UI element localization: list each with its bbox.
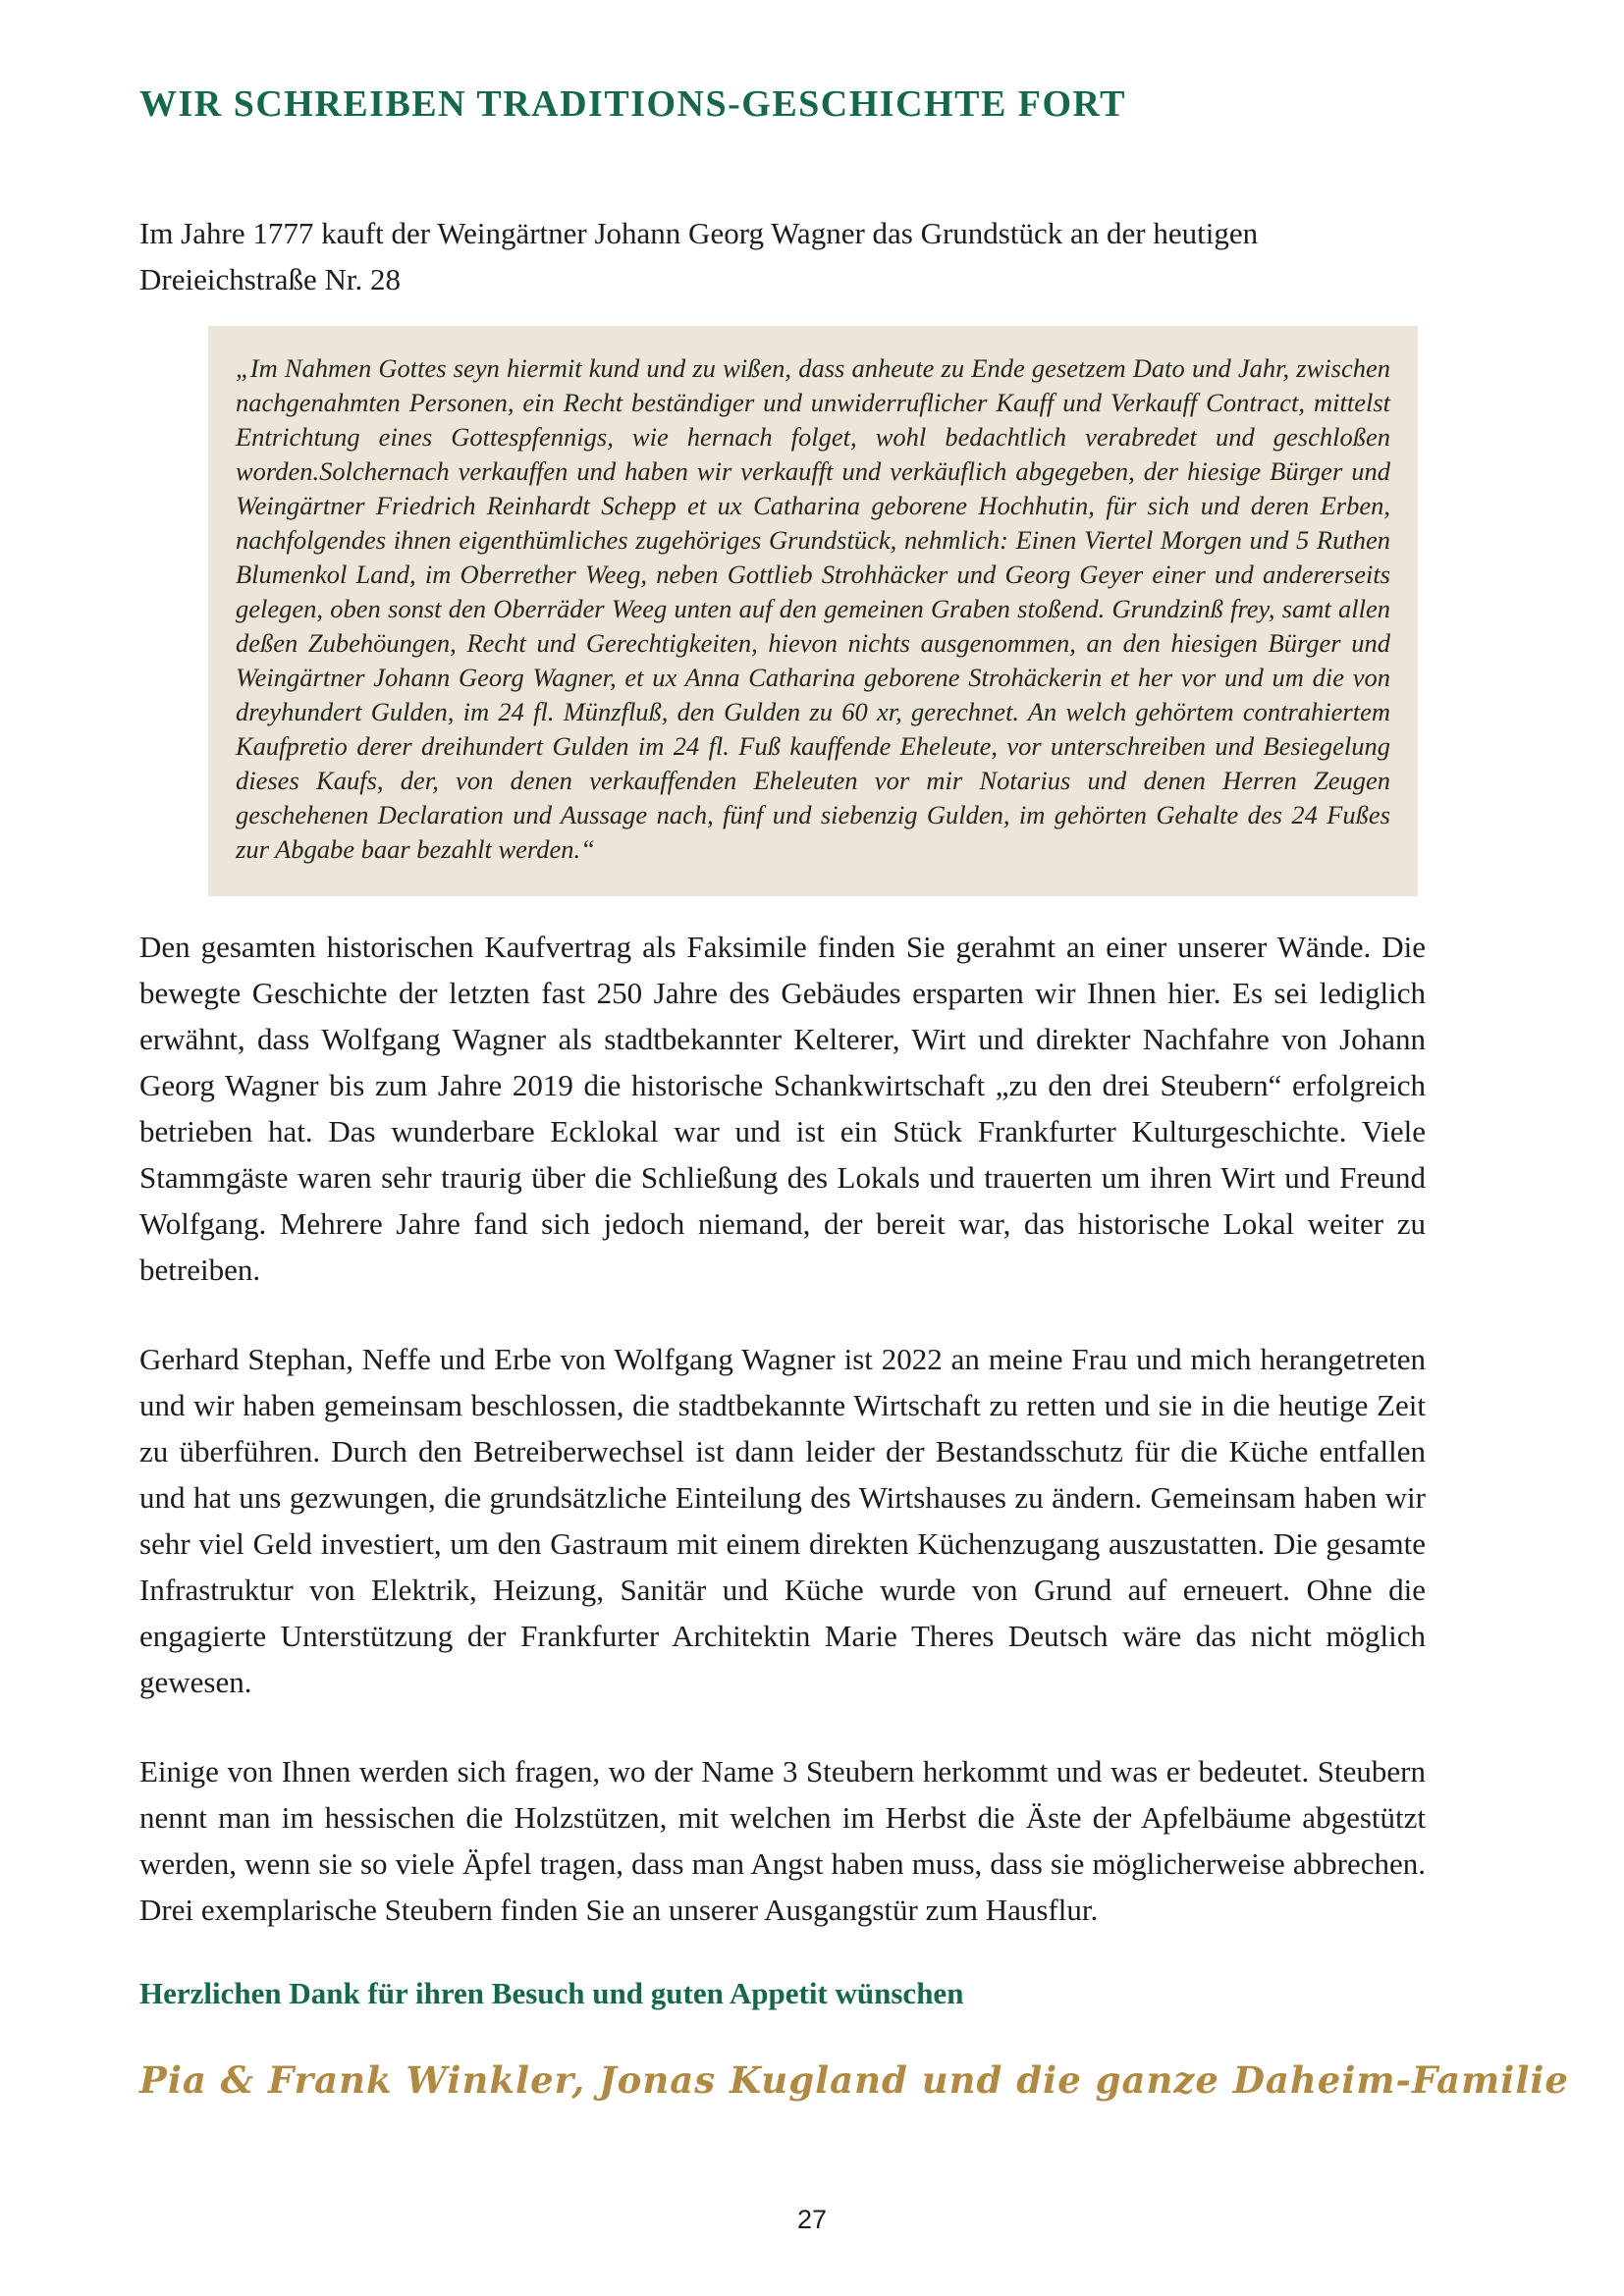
signature-line: Pia & Frank Winkler, Jonas Kugland und die ganze Daheim-Familie: [139, 2058, 1569, 2102]
body-paragraph-renovation: Gerhard Stephan, Neffe und Erbe von Wolfgang Wagner ist 2022 an meine Frau und mich herangetreten und wir haben gemeinsam beschlossen, die stadtbekannte Wirtschaft zu retten und sie in die heutige Zeit zu überführen. Durch den Betreiberwechsel ist dann leider der Bestandsschutz für die Küche entfallen und hat uns gezwungen, die grundsätzliche Einteilung des Wirtshauses zu ändern. Gemeinsam haben wir sehr viel Geld investiert, um den Gastraum mit einem direkten Küchenzugang auszustatten. Die gesamte Infrastruktur von Elektrik, Heizung, Sanitär und Küche wurde von Grund auf erneuert. Ohne die engagierte Unterstützung der Frankfurter Architektin Marie Theres Deutsch wäre das nicht möglich gewesen.: [139, 1342, 1426, 1699]
body-paragraph-history: Den gesamten historischen Kaufvertrag als Faksimile finden Sie gerahmt an einer unserer Wände. Die bewegte Geschichte der letzten fast 250 Jahre des Gebäudes ersparten wir Ihnen hier. Es sei lediglich erwähnt, dass Wolfgang Wagner als stadtbekannter Kelterer, Wirt und direkter Nachfahre von Johann Georg Wagner bis zum Jahre 2019 die historische Schankwirtschaft „zu den drei Steubern“ erfolgreich betrieben hat. Das wunderbare Ecklokal war und ist ein Stück Frankfurter Kulturgeschichte. Viele Stammgäste waren sehr traurig über die Schließung des Lokals und trauerten um ihren Wirt und Freund Wolfgang. Mehrere Jahre fand sich jedoch niemand, der bereit war, das historische Lokal weiter zu betreiben.: [139, 930, 1426, 1287]
historical-quote-text: „Im Nahmen Gottes seyn hiermit kund und zu wißen, dass anheute zu Ende gesetzem Dato und Jahr, zwischen nachgenahmten Personen, ein Recht beständiger und unwiderruflicher Kauff und Verkauff Contract, mittelst Entrichtung eines Gottespfennigs, wie hernach folget, wohl bedachtlich verabredet und geschloßen worden.Solchernach verkauffen und haben wir verkaufft und verkäuflich abgegeben, der hiesige Bürger und Weingärtner Friedrich Reinhardt Schepp et ux Catharina geborene Hochhutin, für sich und deren Erben, nachfolgendes ihnen eigenthümliches zugehöriges Grundstück, nehmlich: Einen Viertel Morgen und 5 Ruthen Blumenkol Land, im Oberrether Weeg, neben Gottlieb Strohhäcker und Georg Geyer einer und andererseits gelegen, oben sonst den Oberräder Weeg unten auf den gemeinen Graben stoßend. Grundzinß frey, samt allen deßen Zubehöungen, Recht und Gerechtigkeiten, hievon nichts ausgenommen, an den hiesigen Bürger und Weingärtner Johann Georg Wagner, et ux Anna Catharina geborene Strohäckerin et her vor und um die von dreyhundert Gulden, im 24 fl. Münzfluß, den Gulden zu 60 xr, gerechnet. An welch gehörtem contrahiertem Kaufpretio derer dreihundert Gulden im 24 fl. Fuß kauffende Eheleute, vor unterschreiben und Besiegelung dieses Kaufs, der, von denen verkauffenden Eheleuten vor mir Notarius und denen Herren Zeugen geschehenen Declaration und Aussage nach, fünf und siebenzig Gulden, im gehörten Gehalte des 24 Fußes zur Abgabe baar bezahlt werden.“: [236, 353, 1390, 864]
intro-paragraph: Im Jahre 1777 kauft der Weingärtner Johann Georg Wagner das Grundstück an der heutigen Dreieichstraße Nr. 28: [139, 216, 1259, 296]
page-number: 27: [796, 2205, 828, 2234]
thank-you-line: Herzlichen Dank für ihren Besuch und guten Appetit wünschen: [139, 1976, 964, 2010]
body-paragraph-steubern: Einige von Ihnen werden sich fragen, wo der Name 3 Steubern herkommt und was er bedeutet. Steubern nennt man im hessischen die Holzstützen, mit welchen im Herbst die Äste der Apfelbäume abgestützt werden, wenn sie so viele Äpfel tragen, dass man Angst haben muss, dass sie möglicherweise abbrechen. Drei exemplarische Steubern finden Sie an unserer Ausgangstür zum Hausflur.: [139, 1754, 1426, 1927]
historical-quote-panel: [208, 326, 1418, 896]
page-title: WIR SCHREIBEN TRADITIONS-GESCHICHTE FORT: [139, 83, 1127, 125]
